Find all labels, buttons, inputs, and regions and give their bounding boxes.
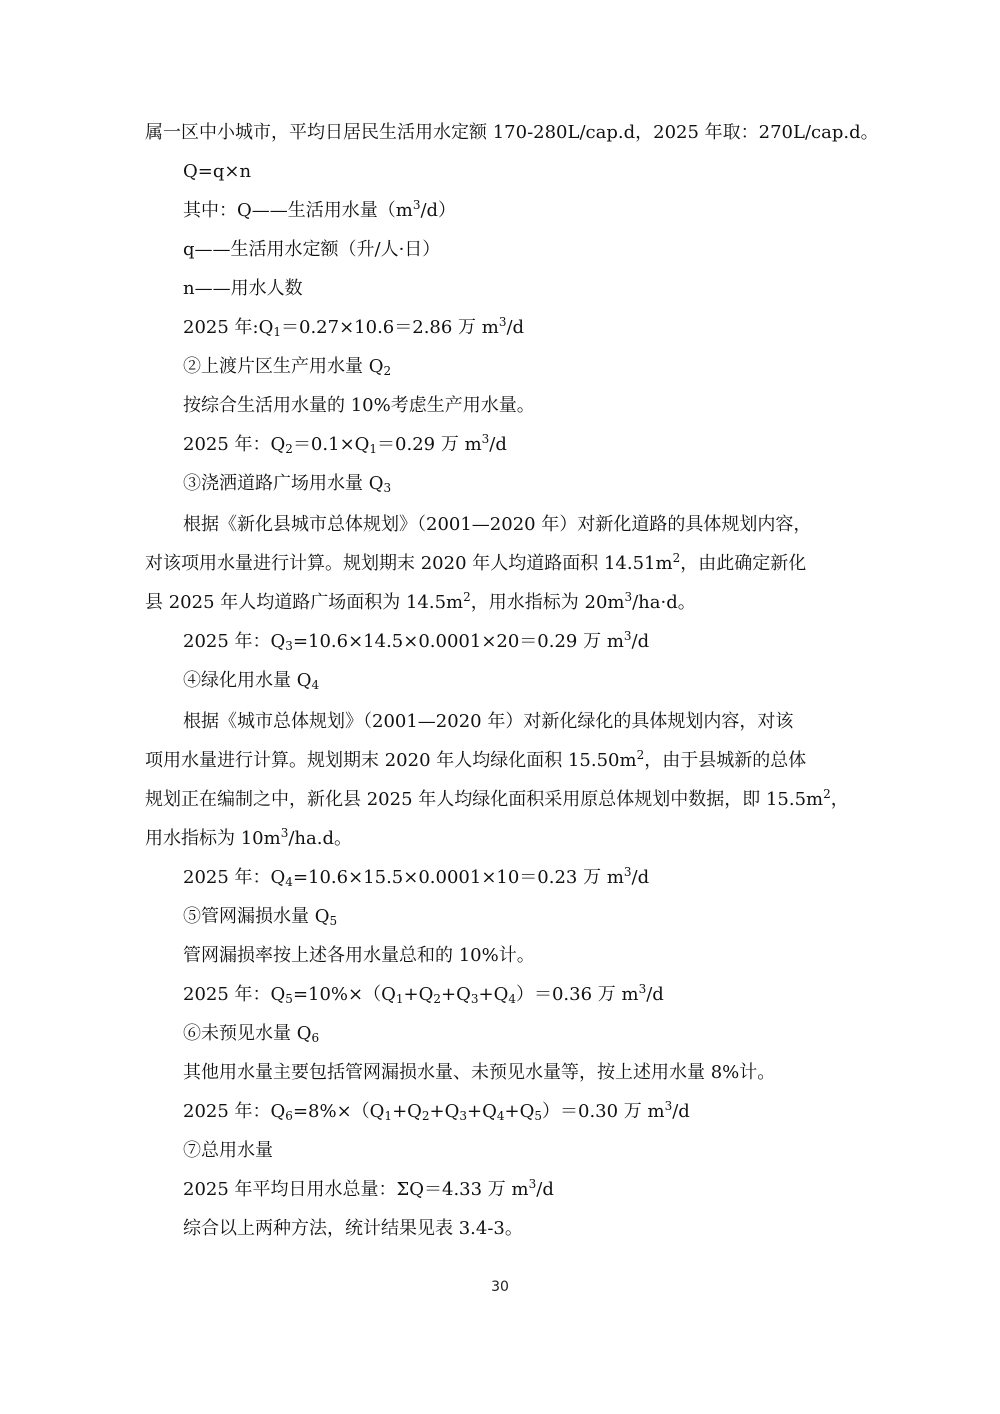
superscript: 3 (638, 982, 647, 996)
text-line (183, 1216, 523, 1242)
section-heading (183, 471, 391, 497)
subscript: 6 (285, 1109, 293, 1123)
text-run: /d (506, 317, 525, 338)
text-run: 用水指标为 10m (145, 828, 281, 849)
text-run: 根据《城市总体规划》（2001—2020 年）对新化绿化的具体规划内容，对该 (183, 711, 794, 732)
text-run: +Q (441, 984, 471, 1005)
text-run: /ha.d。 (288, 828, 352, 849)
text-run: +Q (429, 1101, 460, 1122)
text-line (145, 787, 849, 813)
text-run: ，由此确定新化 (680, 553, 807, 574)
text-line (183, 512, 811, 538)
text-run: =10%×（Q (292, 984, 396, 1005)
text-run: 规划正在编制之中，新化县 2025 年人均绿化面积采用原总体规划中数据，即 15.5m (145, 789, 824, 810)
text-run: ⑥未预见水量 Q (183, 1023, 312, 1044)
superscript: 3 (623, 865, 632, 879)
subscript: 5 (329, 914, 338, 928)
section-heading (183, 1138, 273, 1164)
superscript: 3 (280, 826, 289, 840)
text-line (145, 120, 879, 146)
subscript: 3 (459, 1109, 468, 1123)
text-run: /d (646, 984, 664, 1005)
section-heading (183, 1021, 319, 1047)
text-line (183, 237, 440, 263)
superscript: 2 (463, 590, 471, 604)
superscript: 3 (624, 590, 633, 604)
superscript: 3 (528, 1177, 537, 1191)
text-line (145, 826, 352, 852)
superscript: 3 (412, 198, 421, 212)
subscript: 2 (383, 364, 392, 378)
subscript: 2 (285, 442, 293, 456)
text-run: /d (536, 1179, 554, 1200)
text-run: 按综合生活用水量的 10%考虑生产用水量。 (183, 395, 535, 416)
subscript: 2 (433, 992, 441, 1006)
text-run: +Q (392, 1101, 422, 1122)
text-line (183, 1060, 775, 1086)
formula-line (183, 865, 649, 891)
subscript: 2 (421, 1109, 430, 1123)
text-run: ，由于县城新的总体 (644, 750, 807, 771)
subscript: 5 (285, 992, 293, 1006)
formula-line (183, 432, 507, 458)
subscript: 3 (285, 639, 293, 653)
text-run: 管网漏损率按上述各用水量总和的 10%计。 (183, 945, 535, 966)
text-run: =10.6×14.5×0.0001×20＝0.29 万 m (292, 631, 624, 652)
text-run: 其中：Q——生活用水量（m (183, 200, 413, 221)
text-run: 2025 年:Q (183, 317, 274, 338)
text-line (145, 551, 806, 577)
text-run: 2025 年：Q (183, 631, 286, 652)
text-line (183, 709, 793, 735)
text-run: ④绿化用水量 Q (183, 670, 312, 691)
subscript: 4 (496, 1109, 505, 1123)
subscript: 1 (369, 442, 378, 456)
text-run: +Q (403, 984, 434, 1005)
text-run: /d） (420, 200, 457, 221)
text-run: /ha·d。 (632, 592, 696, 613)
text-run: +Q (478, 984, 509, 1005)
superscript: 3 (481, 432, 490, 446)
superscript: 3 (498, 315, 507, 329)
superscript: 2 (823, 787, 831, 801)
text-line (183, 198, 456, 224)
text-run: Q=q×n (183, 161, 252, 182)
text-run: 属一区中小城市，平均日居民生活用水定额 170-280L/cap.d，2025 年取：270L/cap.d。 (145, 122, 879, 143)
text-run: 项用水量进行计算。规划期末 2020 年人均绿化面积 15.50m (145, 750, 637, 771)
superscript: 3 (664, 1099, 673, 1113)
text-run: /d (672, 1101, 690, 1122)
text-run: =8%×（Q (292, 1101, 385, 1122)
subscript: 5 (534, 1109, 542, 1123)
text-run: ③浇洒道路广场用水量 Q (183, 473, 384, 494)
text-run: 2025 年平均日用水总量：ΣQ＝4.33 万 m (183, 1179, 529, 1200)
subscript: 1 (395, 992, 404, 1006)
text-run: ， (830, 789, 849, 810)
text-run: /d (489, 434, 507, 455)
text-run: 其他用水量主要包括管网漏损水量、未预见水量等，按上述用水量 8%计。 (183, 1062, 776, 1083)
text-line (183, 393, 535, 419)
subscript: 3 (470, 992, 479, 1006)
superscript: 2 (636, 748, 645, 762)
subscript: 3 (383, 481, 392, 495)
text-run: 2025 年：Q (183, 984, 286, 1005)
formula-line (183, 315, 524, 341)
text-run: 2025 年：Q (183, 434, 286, 455)
text-line (145, 748, 806, 774)
text-run: ⑦总用水量 (183, 1140, 273, 1161)
text-run: 县 2025 年人均道路广场面积为 14.5m (145, 592, 464, 613)
formula-line (183, 1099, 690, 1125)
text-run: ）＝0.36 万 m (515, 984, 639, 1005)
text-run: +Q (504, 1101, 535, 1122)
text-run: ②上渡片区生产用水量 Q (183, 356, 384, 377)
text-run: /d (631, 631, 650, 652)
section-heading (183, 354, 391, 380)
formula-line (183, 982, 664, 1008)
text-run: 根据《新化县城市总体规划》（2001—2020 年）对新化道路的具体规划内容， (183, 514, 812, 535)
text-run: ＝0.27×10.6＝2.86 万 m (281, 317, 499, 338)
text-line (183, 943, 535, 969)
text-line (183, 276, 303, 302)
text-run: 2025 年：Q (183, 1101, 286, 1122)
subscript: 4 (311, 678, 320, 692)
subscript: 4 (508, 992, 516, 1006)
section-heading (183, 668, 319, 694)
superscript: 2 (672, 551, 681, 565)
text-run: ＝0.1×Q (292, 434, 370, 455)
formula-line (183, 629, 649, 655)
subscript: 4 (285, 875, 293, 889)
text-run: 综合以上两种方法，统计结果见表 3.4-3。 (183, 1218, 523, 1239)
text-run: n——用水人数 (183, 278, 303, 299)
text-run: ＝0.29 万 m (377, 434, 482, 455)
superscript: 3 (623, 629, 632, 643)
subscript: 1 (273, 325, 281, 339)
text-run: q——生活用水定额（升/人·日） (183, 239, 441, 260)
page-number: 30 (491, 1279, 509, 1295)
formula-line (183, 1177, 554, 1203)
text-run: ⑤管网漏损水量 Q (183, 906, 330, 927)
text-run: 2025 年：Q (183, 867, 286, 888)
text-run: ，用水指标为 20m (470, 592, 625, 613)
text-run: ）＝0.30 万 m (542, 1101, 665, 1122)
text-line (145, 590, 696, 616)
text-run: /d (631, 867, 650, 888)
subscript: 1 (384, 1109, 393, 1123)
subscript: 6 (311, 1031, 320, 1045)
text-run: =10.6×15.5×0.0001×10＝0.23 万 m (292, 867, 624, 888)
text-run: 对该项用水量进行计算。规划期末 2020 年人均道路面积 14.51m (145, 553, 673, 574)
text-run: +Q (467, 1101, 497, 1122)
section-heading (183, 904, 337, 930)
formula-line (183, 159, 251, 185)
